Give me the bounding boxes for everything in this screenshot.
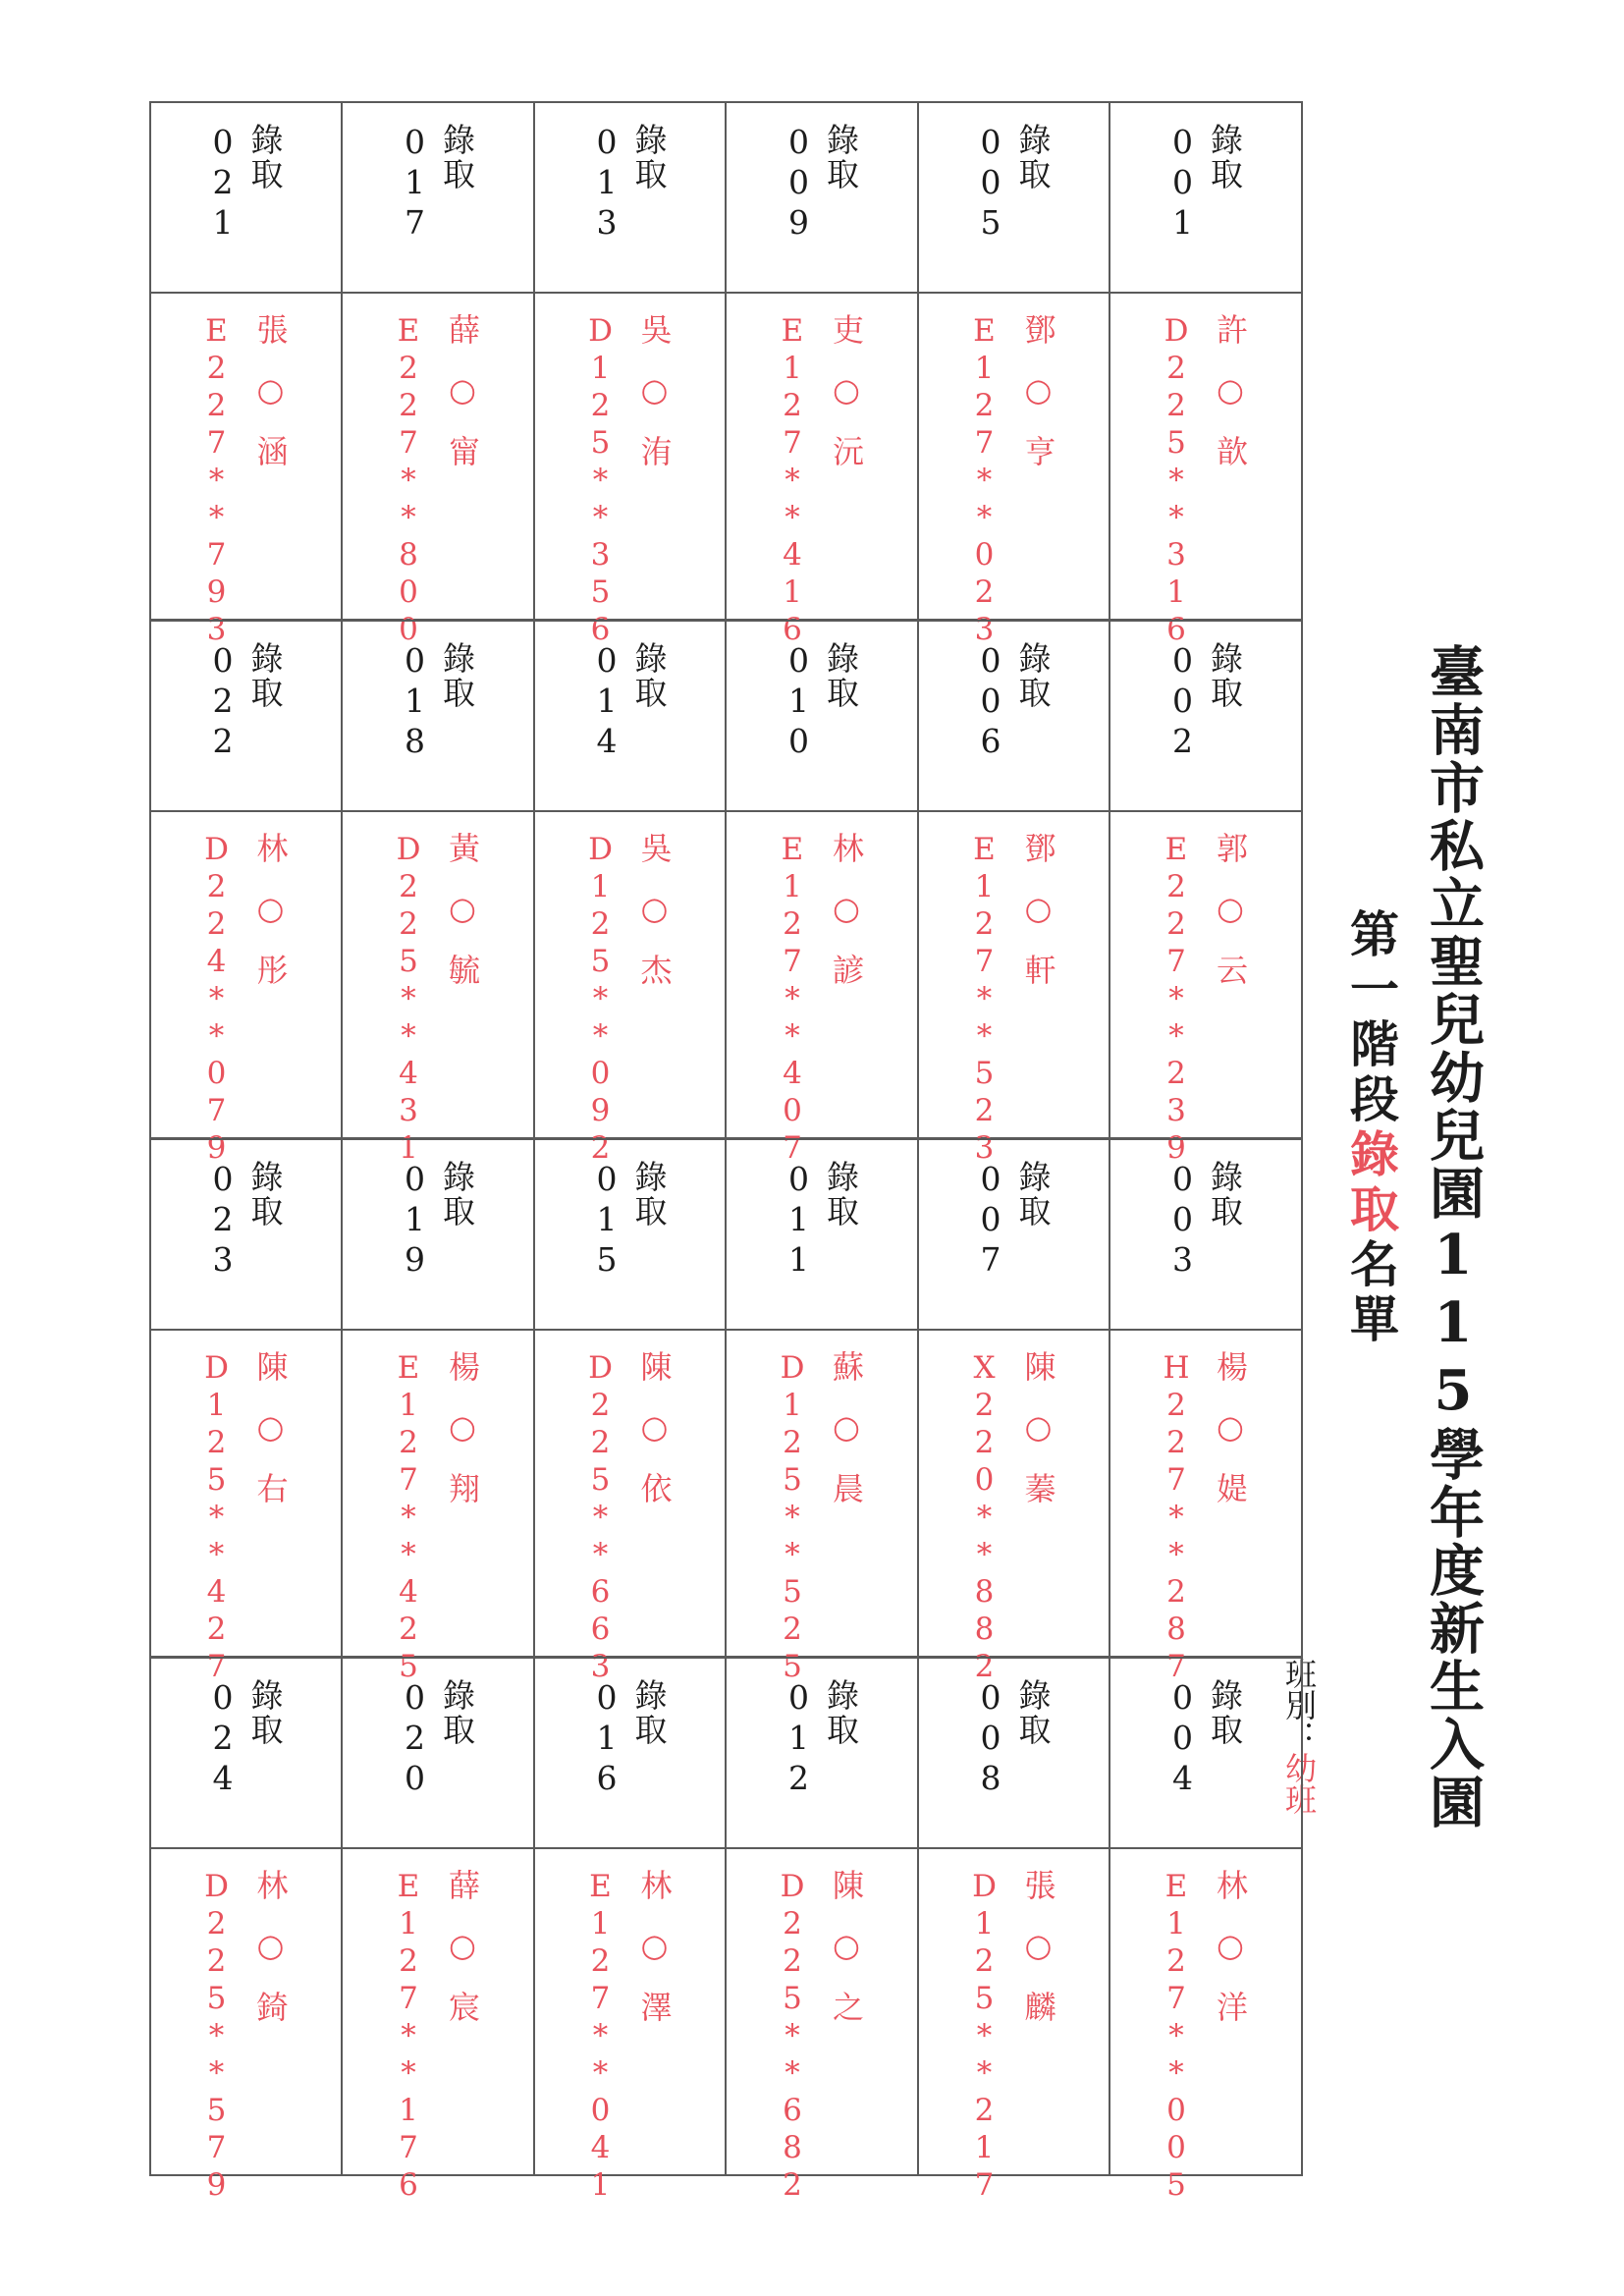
- admission-number: 錄取008: [971, 1678, 1053, 1799]
- admission-number: 錄取001: [1164, 123, 1244, 244]
- admission-number-cell: [533, 1138, 727, 1331]
- admission-number-cell: [1109, 620, 1303, 812]
- student-name: 蘇○晨: [828, 1350, 865, 1530]
- admission-number: 錄取007: [971, 1160, 1053, 1281]
- student-name: 吳○洧: [635, 313, 674, 493]
- student-name: 林○澤: [635, 1869, 674, 2049]
- student-info-cell: [149, 292, 343, 649]
- student-id-number: X220**882: [966, 1350, 1002, 1686]
- student-name: 鄧○亨: [1019, 313, 1057, 493]
- admission-number: 錄取003: [1164, 1160, 1244, 1281]
- admission-number: 錄取018: [396, 641, 476, 762]
- student-info-cell: [341, 810, 535, 1168]
- admission-number: 錄取010: [780, 641, 860, 762]
- student-id-number: E227**239: [1159, 832, 1194, 1168]
- student-info-cell: [533, 810, 727, 1168]
- admission-number-cell: [341, 101, 535, 294]
- admission-number-cell: [149, 620, 343, 812]
- admission-number: 錄取016: [587, 1678, 669, 1799]
- subtitle-prefix: 第一階段: [1342, 908, 1400, 1128]
- admission-number: 錄取014: [587, 641, 669, 762]
- page-subtitle: [1335, 908, 1406, 1348]
- admission-number-cell: [533, 101, 727, 294]
- admission-number-cell: [917, 1138, 1110, 1331]
- student-name: 吳○杰: [635, 832, 674, 1011]
- student-id-number: E227**793: [198, 313, 235, 649]
- admission-number: 錄取013: [587, 123, 669, 244]
- class-label-value: 幼班: [1280, 1752, 1318, 1815]
- student-id-number: D125**092: [582, 832, 619, 1168]
- admission-number-cell: [341, 620, 535, 812]
- student-id-number: D225**316: [1159, 313, 1194, 649]
- student-id-number: E127**425: [391, 1350, 426, 1686]
- student-info-cell: [341, 292, 535, 649]
- student-name: 林○諺: [828, 832, 865, 1011]
- student-id-number: D225**431: [391, 832, 426, 1168]
- student-info-cell: [1109, 292, 1303, 649]
- admission-number-cell: [725, 620, 919, 812]
- student-name: 張○麟: [1019, 1869, 1057, 2049]
- admission-number-cell: [341, 1138, 535, 1331]
- student-name: 楊○媞: [1212, 1350, 1249, 1530]
- student-name: 陳○右: [251, 1350, 290, 1530]
- student-name: 鄧○軒: [1019, 832, 1057, 1011]
- class-label-key: 班別：: [1280, 1658, 1318, 1752]
- student-info-cell: [533, 1847, 727, 2205]
- subtitle-suffix: 名單: [1342, 1238, 1400, 1348]
- student-info-cell: [917, 292, 1110, 649]
- student-name: 許○歆: [1212, 313, 1249, 493]
- student-id-number: E227**800: [391, 313, 426, 649]
- student-id-number: D125**217: [966, 1869, 1002, 2205]
- student-info-cell: [725, 1847, 919, 2205]
- student-id-number: E127**041: [582, 1869, 619, 2205]
- student-name: 林○錡: [251, 1869, 290, 2049]
- student-info-cell: [917, 1847, 1110, 2205]
- student-info-cell: [917, 1329, 1110, 1686]
- admission-number: 錄取024: [203, 1678, 285, 1799]
- admission-number: 錄取002: [1164, 641, 1244, 762]
- admission-number-cell: [341, 1657, 535, 1849]
- student-id-number: D125**356: [582, 313, 619, 649]
- student-info-cell: [533, 292, 727, 649]
- admission-number: 錄取009: [780, 123, 860, 244]
- admission-number-cell: [1109, 1138, 1303, 1331]
- student-info-cell: [341, 1329, 535, 1686]
- student-id-number: E127**005: [1159, 1869, 1194, 2205]
- student-info-cell: [1109, 1847, 1303, 2205]
- student-info-cell: [917, 810, 1110, 1168]
- subtitle-highlight: 錄取: [1342, 1128, 1400, 1238]
- student-name: 郭○云: [1212, 832, 1249, 1011]
- page-title: 臺南市私立聖兒幼兒園115學年度新生入園: [1421, 643, 1486, 1831]
- admission-number-cell: [149, 101, 343, 294]
- admission-number: 錄取021: [203, 123, 285, 244]
- admission-number: 錄取004: [1164, 1678, 1244, 1799]
- student-id-number: E127**523: [966, 832, 1002, 1168]
- student-id-number: D225**682: [775, 1869, 810, 2205]
- admission-number: 錄取012: [780, 1678, 860, 1799]
- admission-number: 錄取015: [587, 1160, 669, 1281]
- admission-number-cell: [917, 1657, 1110, 1849]
- admission-number-cell: [149, 1138, 343, 1331]
- student-id-number: D125**427: [198, 1350, 235, 1686]
- admission-number-cell: [1109, 1657, 1303, 1849]
- student-info-cell: [725, 810, 919, 1168]
- student-id-number: D224**079: [198, 832, 235, 1168]
- admission-number: 錄取023: [203, 1160, 285, 1281]
- admission-number-cell: [917, 101, 1110, 294]
- student-name: 楊○翔: [444, 1350, 481, 1530]
- admission-number-cell: [917, 620, 1110, 812]
- student-name: 陳○依: [635, 1350, 674, 1530]
- student-id-number: D225**663: [582, 1350, 619, 1686]
- admission-number-cell: [725, 1138, 919, 1331]
- student-info-cell: [725, 1329, 919, 1686]
- admission-number: 錄取019: [396, 1160, 476, 1281]
- admission-number: 錄取022: [203, 641, 285, 762]
- student-info-cell: [725, 292, 919, 649]
- admission-number-cell: [149, 1657, 343, 1849]
- admission-number: 錄取005: [971, 123, 1053, 244]
- admission-number: 錄取006: [971, 641, 1053, 762]
- student-id-number: E127**407: [775, 832, 810, 1168]
- student-info-cell: [149, 1847, 343, 2205]
- student-name: 林○洋: [1212, 1869, 1249, 2049]
- student-name: 陳○之: [828, 1869, 865, 2049]
- admission-number-cell: [725, 101, 919, 294]
- student-name: 黃○毓: [444, 832, 481, 1011]
- student-name: 薛○宸: [444, 1869, 481, 2049]
- student-name: 薛○甯: [444, 313, 481, 493]
- student-info-cell: [1109, 1329, 1303, 1686]
- student-id-number: E127**416: [775, 313, 810, 649]
- student-id-number: D125**525: [775, 1350, 810, 1686]
- admission-number: 錄取011: [780, 1160, 860, 1281]
- student-id-number: E127**023: [966, 313, 1002, 649]
- student-id-number: D225**579: [198, 1869, 235, 2205]
- student-name: 張○涵: [251, 313, 290, 493]
- admission-number: 錄取020: [396, 1678, 476, 1799]
- admission-number-cell: [533, 1657, 727, 1849]
- student-name: 吏○沅: [828, 313, 865, 493]
- student-id-number: E127**176: [391, 1869, 426, 2205]
- student-info-cell: [533, 1329, 727, 1686]
- student-name: 陳○蓁: [1019, 1350, 1057, 1530]
- student-info-cell: [149, 1329, 343, 1686]
- student-id-number: H227**287: [1159, 1350, 1194, 1686]
- admission-number-cell: [1109, 101, 1303, 294]
- student-info-cell: [1109, 810, 1303, 1168]
- admission-number: 錄取017: [396, 123, 476, 244]
- admission-number-cell: [533, 620, 727, 812]
- student-info-cell: [341, 1847, 535, 2205]
- student-name: 林○彤: [251, 832, 290, 1011]
- student-info-cell: [149, 810, 343, 1168]
- admission-number-cell: [725, 1657, 919, 1849]
